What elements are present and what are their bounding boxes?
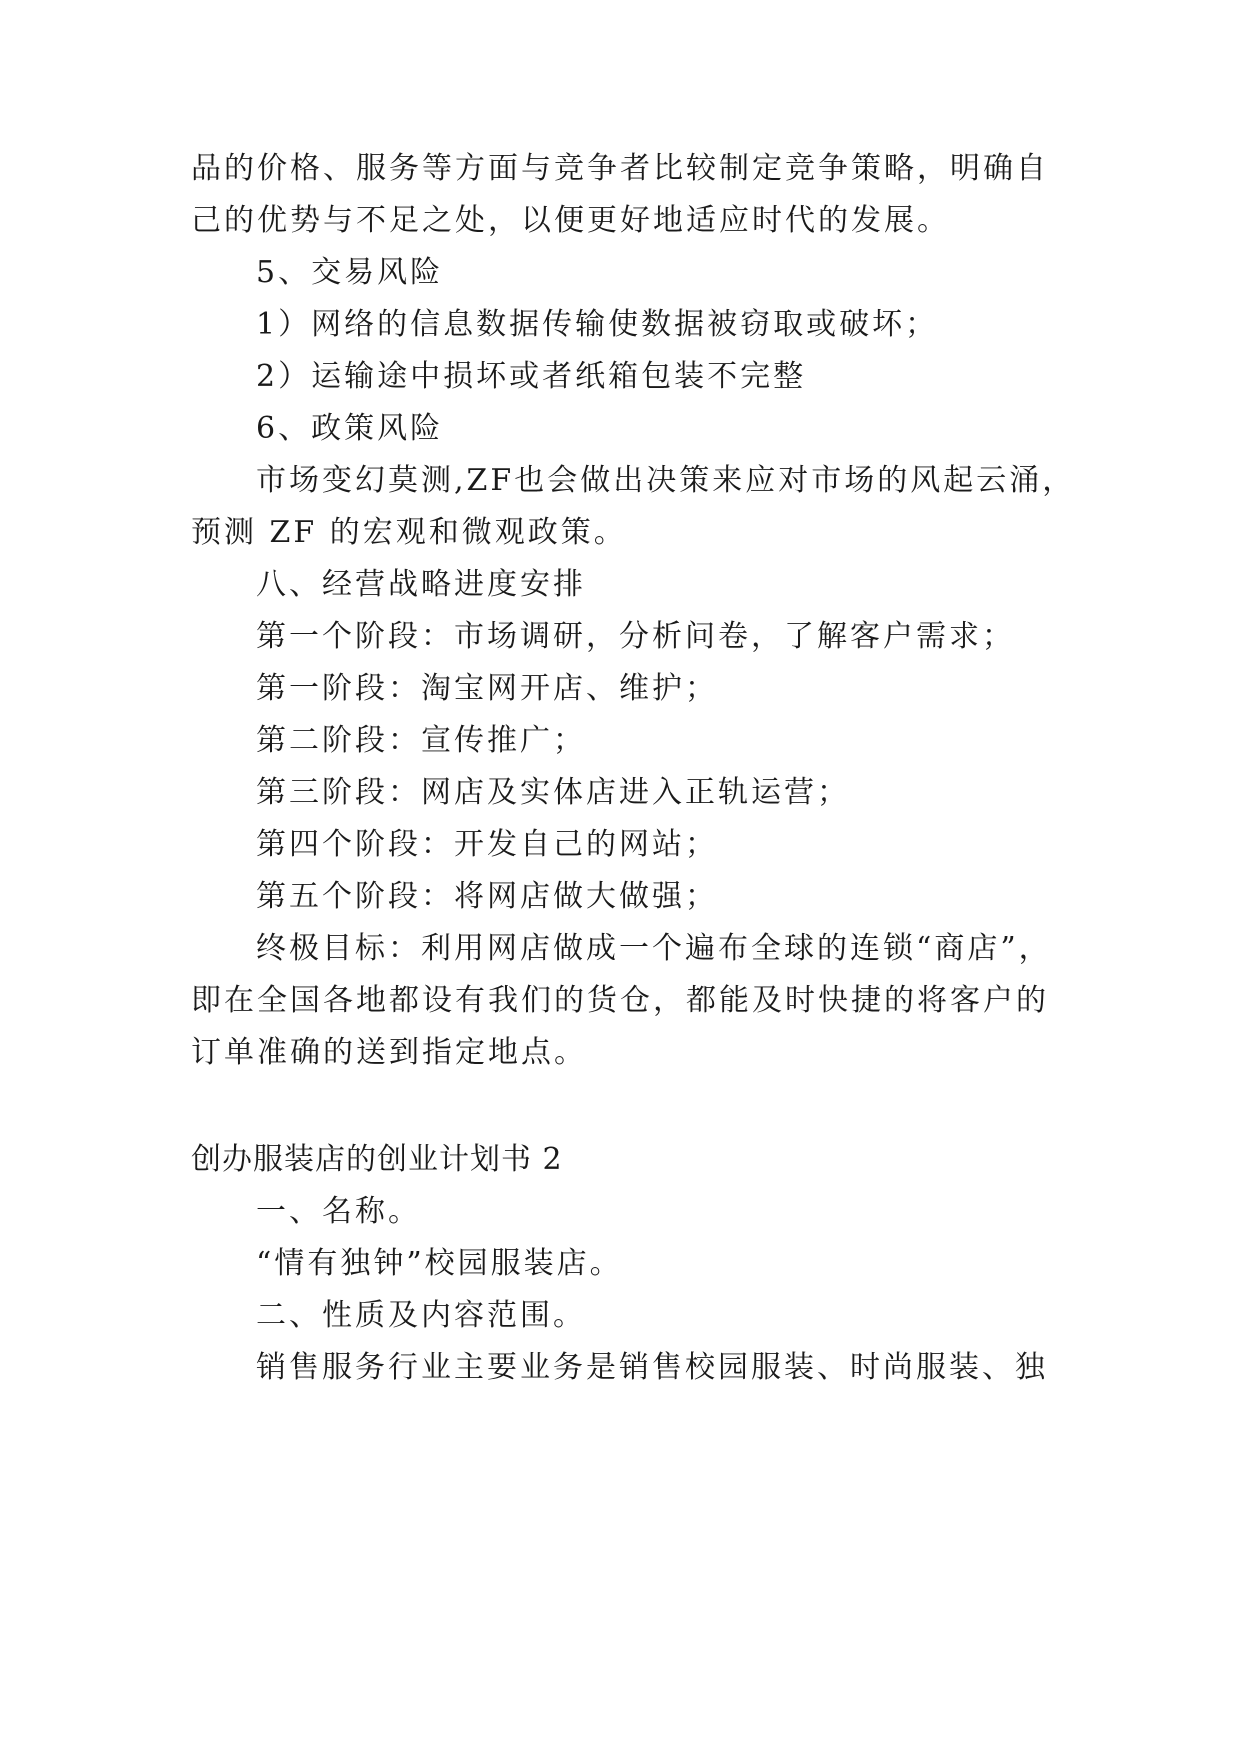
list-item: 第三阶段：网店及实体店进入正轨运营； (256, 775, 850, 810)
list-item: 2）运输途中损坏或者纸箱包装不完整 (256, 359, 807, 394)
list-item: 第五个阶段：将网店做大做强； (256, 879, 718, 914)
paragraph-line: 品的价格、服务等方面与竞争者比较制定竞争策略，明确自 (191, 151, 1049, 186)
heading-name: 一、名称。 (256, 1194, 421, 1229)
paragraph-line: 己的优势与不足之处，以便更好地适应时代的发展。 (191, 203, 950, 238)
section-title: 创办服装店的创业计划书 2 (191, 1142, 563, 1177)
list-item: 第一个阶段：市场调研，分析问卷，了解客户需求； (256, 619, 1015, 654)
heading-nature: 二、性质及内容范围。 (256, 1298, 586, 1333)
paragraph-line: 销售服务行业主要业务是销售校园服装、时尚服装、独 (256, 1350, 1048, 1385)
heading-schedule: 八、经营战略进度安排 (256, 567, 586, 602)
paragraph-line: 订单准确的送到指定地点。 (191, 1035, 587, 1070)
list-item: 第二阶段：宣传推广； (256, 723, 586, 758)
heading-trade-risk: 5、交易风险 (256, 255, 444, 290)
heading-policy-risk: 6、政策风险 (256, 411, 444, 446)
paragraph-line: 终极目标：利用网店做成一个遍布全球的连锁“商店”， (256, 931, 1052, 966)
list-item: 1）网络的信息数据传输使数据被窃取或破坏； (256, 307, 939, 342)
list-item: 第一阶段：淘宝网开店、维护； (256, 671, 718, 706)
paragraph-line: 市场变幻莫测,ZF也会做出决策来应对市场的风起云涌， (256, 463, 1076, 498)
paragraph-line: 预测 ZF 的宏观和微观政策。 (191, 515, 627, 550)
paragraph-line: 即在全国各地都设有我们的货仓，都能及时快捷的将客户的 (191, 983, 1049, 1018)
paragraph-line: “情有独钟”校园服装店。 (256, 1246, 623, 1281)
list-item: 第四个阶段：开发自己的网站； (256, 827, 718, 862)
